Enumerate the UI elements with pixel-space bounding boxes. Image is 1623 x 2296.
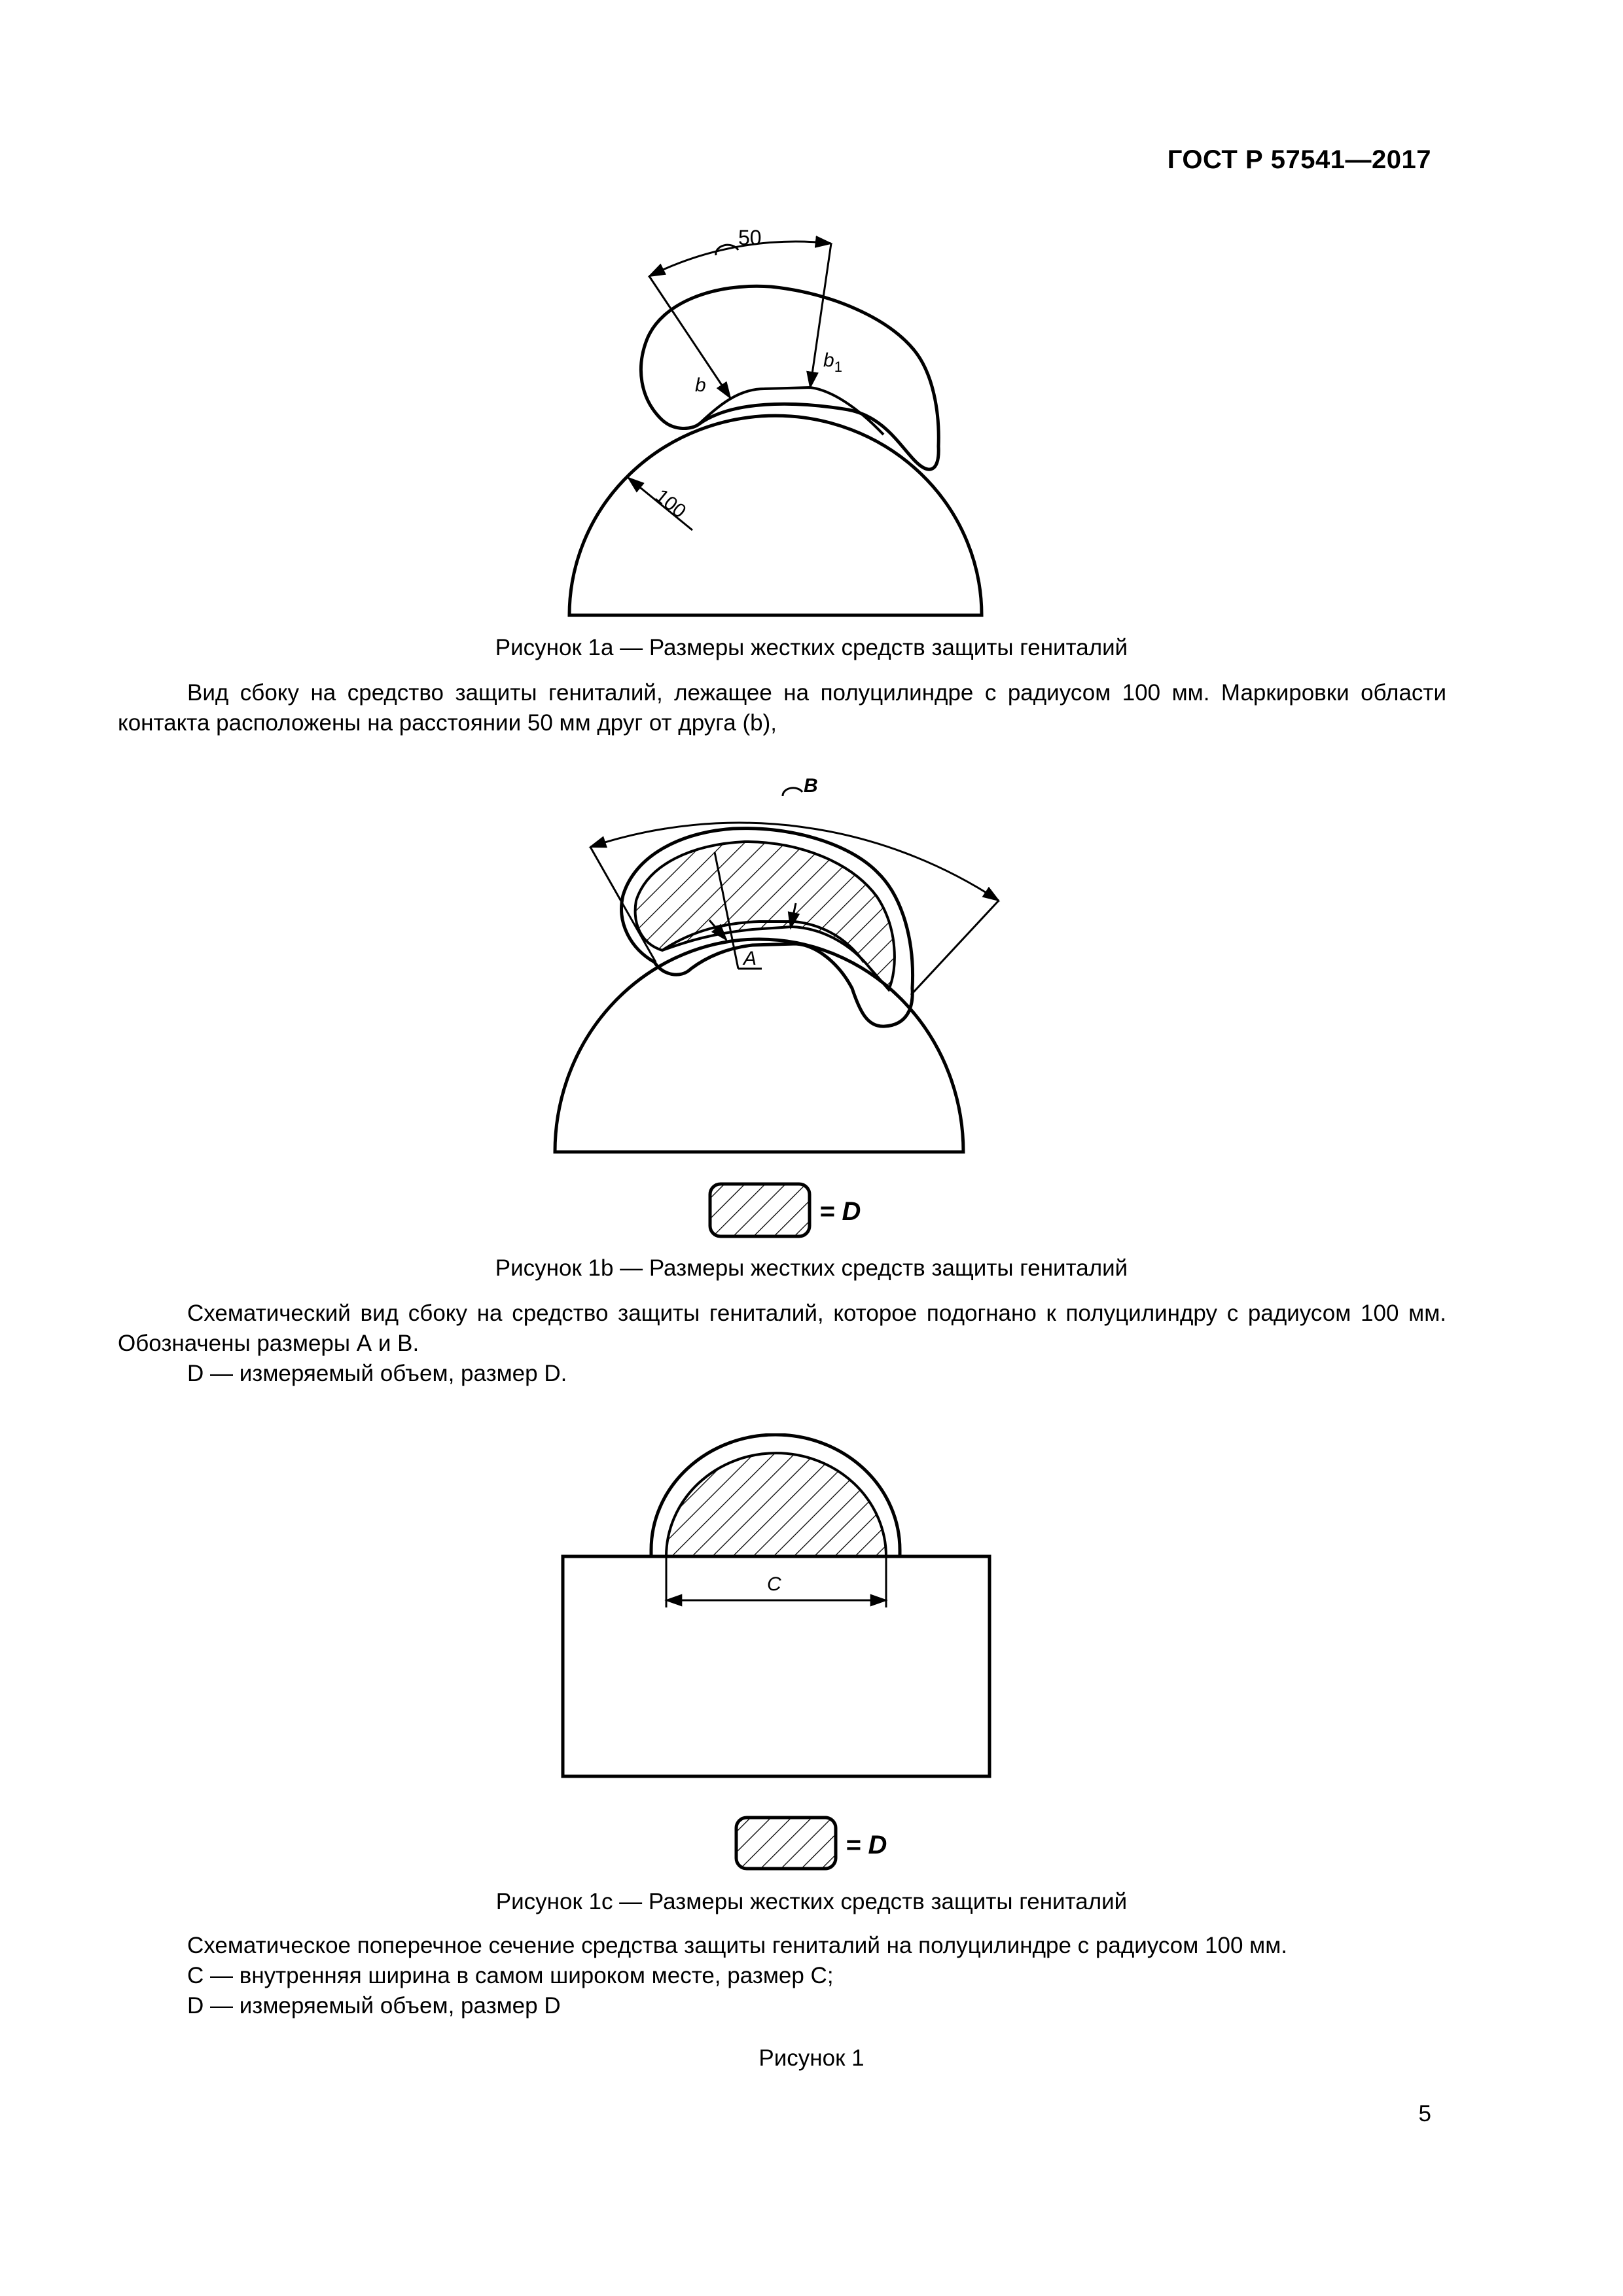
d-line-figure-1b: D — измеряемый объем, размер D. xyxy=(187,1361,567,1386)
caption-figure-1c: Рисунок 1с — Размеры жестких средств защиты гениталий xyxy=(495,1889,1128,1914)
half-cylinder-1a xyxy=(569,416,982,615)
arc-symbol-b xyxy=(783,788,802,796)
document-id: ГОСТ Р 57541—2017 xyxy=(1167,145,1431,174)
figure-1c xyxy=(0,1433,1623,1787)
label-a: A xyxy=(743,948,757,969)
legend-hatch-swatch-1b xyxy=(710,1184,810,1236)
figure-1b xyxy=(0,772,1623,1165)
legend-label-1c: = D xyxy=(846,1831,887,1859)
label-c: C xyxy=(767,1573,781,1595)
figure-title: Рисунок 1 xyxy=(758,2045,865,2071)
description-figure-1c: Схематическое поперечное сечение средства защиты гениталий на полуцилиндре с радиусом 100 мм. xyxy=(187,1933,1288,1958)
page-number: 5 xyxy=(1418,2101,1431,2126)
legend-1b xyxy=(707,1181,877,1241)
figure-1a xyxy=(0,216,1623,635)
c-line-figure-1c: С — внутренняя ширина в самом широком месте, размер С; xyxy=(187,1963,834,1988)
arc-label-b: B xyxy=(804,775,818,797)
legend-hatch-swatch-1c xyxy=(736,1818,836,1869)
hatched-volume-1b xyxy=(635,842,895,990)
extension-right-b xyxy=(911,901,999,995)
caption-figure-1a: Рисунок 1а — Размеры жестких средств защиты гениталий xyxy=(495,635,1128,660)
radius-label-100: 100 xyxy=(651,484,690,523)
d-line-figure-1c: D — измеряемый объем, размер D xyxy=(187,1993,561,2018)
label-b1: $b_1$ xyxy=(823,350,842,375)
legend-1c xyxy=(733,1814,903,1873)
description-block-1c xyxy=(187,1931,1450,2021)
description-figure-1b: Схематический вид сбоку на средство защиты гениталий, которое подогнано к полуцилиндру с радиусом 100 мм. Обозначены размеры А и В. xyxy=(118,1300,1446,1356)
legend-label-1b: = D xyxy=(819,1197,861,1226)
caption-figure-1b: Рисунок 1b — Размеры жестких средств защиты гениталий xyxy=(495,1255,1128,1281)
extension-line-left xyxy=(649,276,730,398)
arc-label-50: 50 xyxy=(738,226,762,249)
hatched-volume-1c xyxy=(666,1453,886,1556)
protector-outline-1a xyxy=(641,286,938,469)
description-figure-1a: Вид сбоку на средство защиты гениталий, лежащее на полуцилиндре с радиусом 100 мм. Маркировки области контакта расположены на расстоянии 50 мм друг от друга (b), xyxy=(118,680,1446,736)
half-cylinder-1b xyxy=(555,939,963,1152)
label-b: b xyxy=(695,374,706,396)
